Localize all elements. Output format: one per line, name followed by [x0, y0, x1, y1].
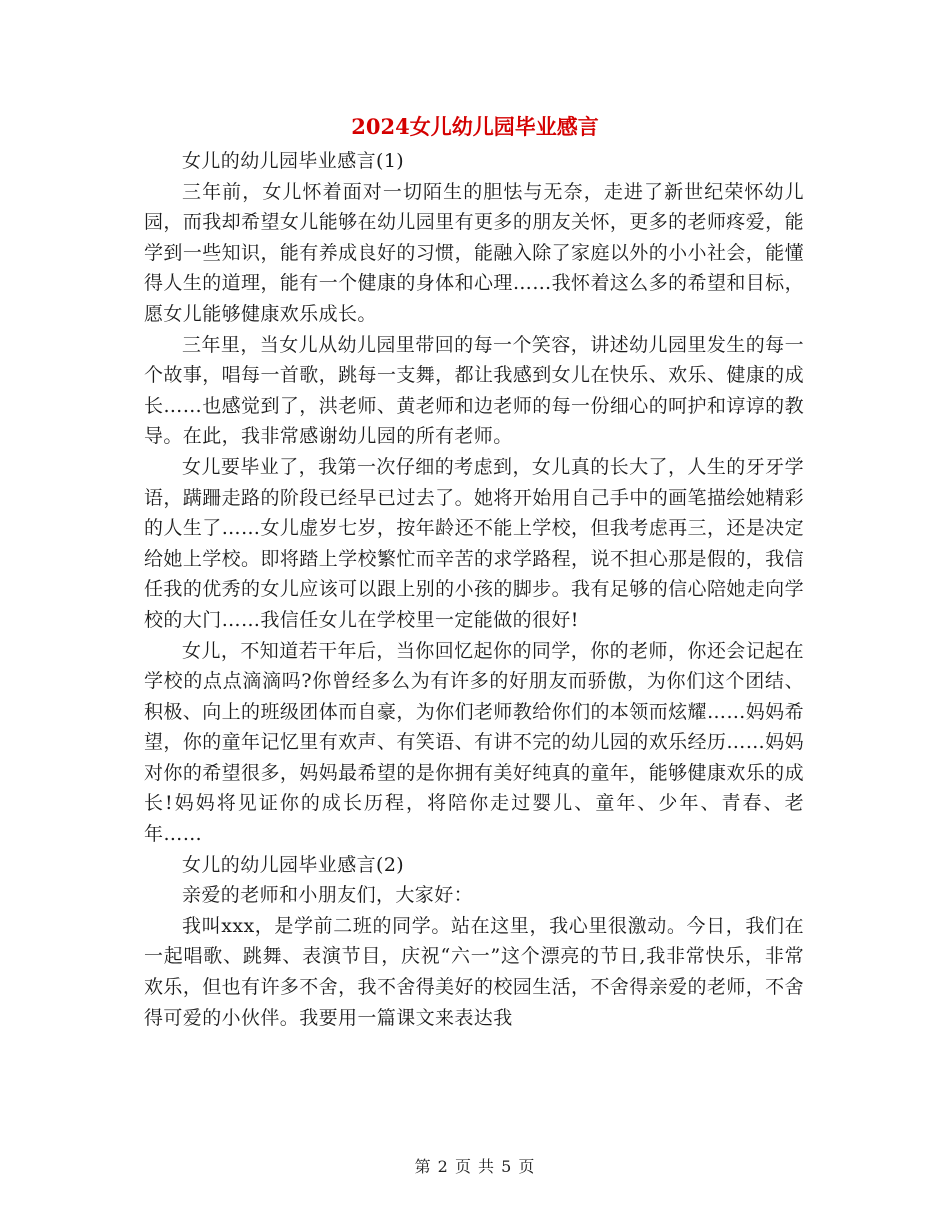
page-footer: 第 2 页 共 5 页 — [414, 1157, 536, 1176]
document-body — [144, 146, 804, 1033]
paragraph: 三年前，女儿怀着面对一切陌生的胆怯与无奈，走进了新世纪荣怀幼儿园，而我却希望女儿能够在幼儿园里有更多的朋友关怀，更多的老师疼爱，能学到一些知识，能有养成良好的习惯，能融入除了家庭以外的小小社会，能懂得人生的道理，能有一个健康的身体和心理……我怀着这么多的希望和目标，愿女儿能够健康欢乐成长。 — [144, 180, 804, 325]
paragraph: 女儿，不知道若干年后，当你回忆起你的同学，你的老师，你还会记起在学校的点点滴滴吗?你曾经多么为有许多的好朋友而骄傲，为你们这个团结、积极、向上的班级团体而自豪，为你们老师教给你们的本领而炫耀……妈妈希望，你的童年记忆里有欢声、有笑语、有讲不完的幼儿园的欢乐经历……妈妈对你的希望很多，妈妈最希望的是你拥有美好纯真的童年，能够健康欢乐的成长!妈妈将见证你的成长历程，将陪你走过婴儿、童年、少年、青春、老年…… — [144, 639, 804, 846]
paragraph: 我叫xxx，是学前二班的同学。站在这里，我心里很激动。今日，我们在一起唱歌、跳舞、表演节目，庆祝“六一”这个漂亮的节日,我非常快乐，非常欢乐，但也有许多不舍，我不舍得美好的校园生活，不舍得亲爱的老师，不舍得可爱的小伙伴。我要用一篇课文来表达我 — [144, 914, 804, 1029]
section-heading-2: 女儿的幼儿园毕业感言(2) — [182, 853, 405, 876]
paragraph: 亲爱的老师和小朋友们，大家好： — [182, 884, 474, 907]
paragraph: 三年里，当女儿从幼儿园里带回的每一个笑容，讲述幼儿园里发生的每一个故事，唱每一首歌，跳每一支舞，都让我感到女儿在快乐、欢乐、健康的成长……也感觉到了，洪老师、黄老师和边老师的每一份细心的呵护和谆谆的教导。在此，我非常感谢幼儿园的所有老师。 — [144, 333, 804, 448]
section-heading-1: 女儿的幼儿园毕业感言(1) — [182, 150, 405, 172]
paragraph: 女儿要毕业了，我第一次仔细的考虑到，女儿真的长大了，人生的牙牙学语，蹒跚走路的阶段已经早已过去了。她将开始用自己手中的画笔描绘她精彩的人生了……女儿虚岁七岁，按年龄还不能上学校，但我考虑再三，还是决定给她上学校。即将踏上学校繁忙而辛苦的求学路程，说不担心那是假的，我信任我的优秀的女儿应该可以跟上别的小孩的脚步。我有足够的信心陪她走向学校的大门……我信任女儿在学校里一定能做的很好! — [144, 455, 804, 631]
document-title: 2024女儿幼儿园毕业感言 — [351, 114, 599, 139]
